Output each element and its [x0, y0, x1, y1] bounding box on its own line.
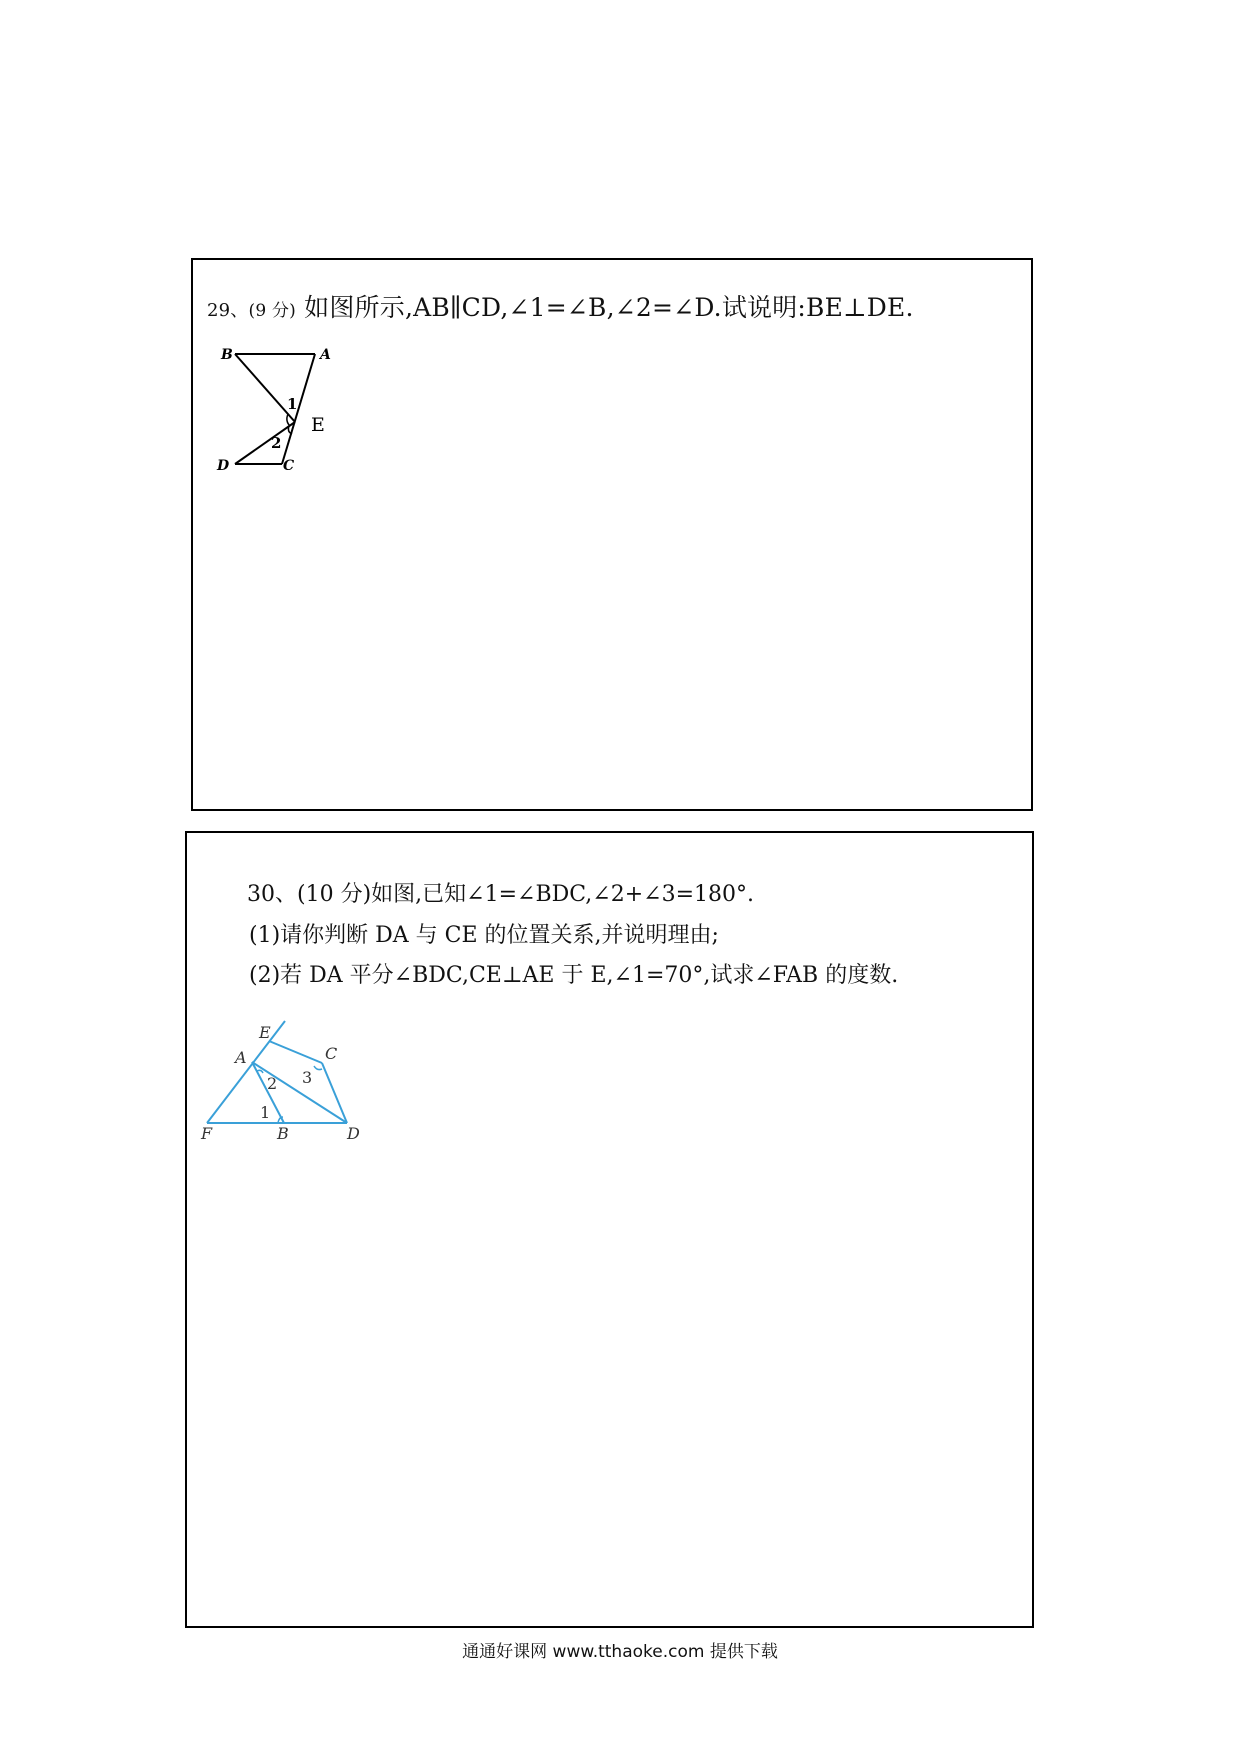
- segment-BE: [235, 354, 298, 422]
- question-statement: 如图所示,AB∥CD,∠1=∠B,∠2=∠D.试说明:BE⊥DE.: [304, 293, 914, 322]
- label-E: E: [311, 414, 325, 436]
- angle-3-arc: [314, 1066, 322, 1070]
- question-number: 29、: [207, 300, 249, 321]
- figure-29: [215, 342, 375, 492]
- question-30-box: [185, 831, 1034, 1628]
- label-D: D: [347, 1124, 360, 1143]
- ray-FE: [207, 1021, 285, 1123]
- label-B: B: [277, 1124, 289, 1143]
- label-E: E: [259, 1023, 271, 1042]
- question-29-box: [191, 258, 1033, 811]
- label-1: 1: [287, 395, 298, 413]
- footer-source: 通通好课网 www.tthaoke.com 提供下载: [462, 1642, 778, 1662]
- figure-30: [197, 1011, 387, 1171]
- label-3: 3: [302, 1068, 313, 1087]
- label-D: D: [217, 458, 230, 474]
- label-A: A: [320, 347, 331, 363]
- segment-EC: [269, 1041, 322, 1063]
- label-2: 2: [267, 1074, 278, 1093]
- question-30-part-1: (1)请你判断 DA 与 CE 的位置关系,并说明理由;: [249, 923, 719, 948]
- label-B: B: [221, 347, 233, 363]
- question-points: (9 分): [248, 301, 296, 321]
- figure-30-lines: [207, 1021, 347, 1123]
- label-C: C: [325, 1044, 338, 1063]
- label-A: A: [235, 1048, 247, 1067]
- label-F: F: [201, 1124, 213, 1143]
- label-2: 2: [271, 434, 282, 452]
- label-1: 1: [260, 1103, 271, 1122]
- question-29-text: [207, 288, 914, 324]
- question-30-part-2: (2)若 DA 平分∠BDC,CE⊥AE 于 E,∠1=70°,试求∠FAB 的度数.: [249, 963, 899, 988]
- question-30-line-1: 30、(10 分)如图,已知∠1=∠BDC,∠2+∠3=180°.: [247, 882, 754, 907]
- label-C: C: [283, 458, 295, 474]
